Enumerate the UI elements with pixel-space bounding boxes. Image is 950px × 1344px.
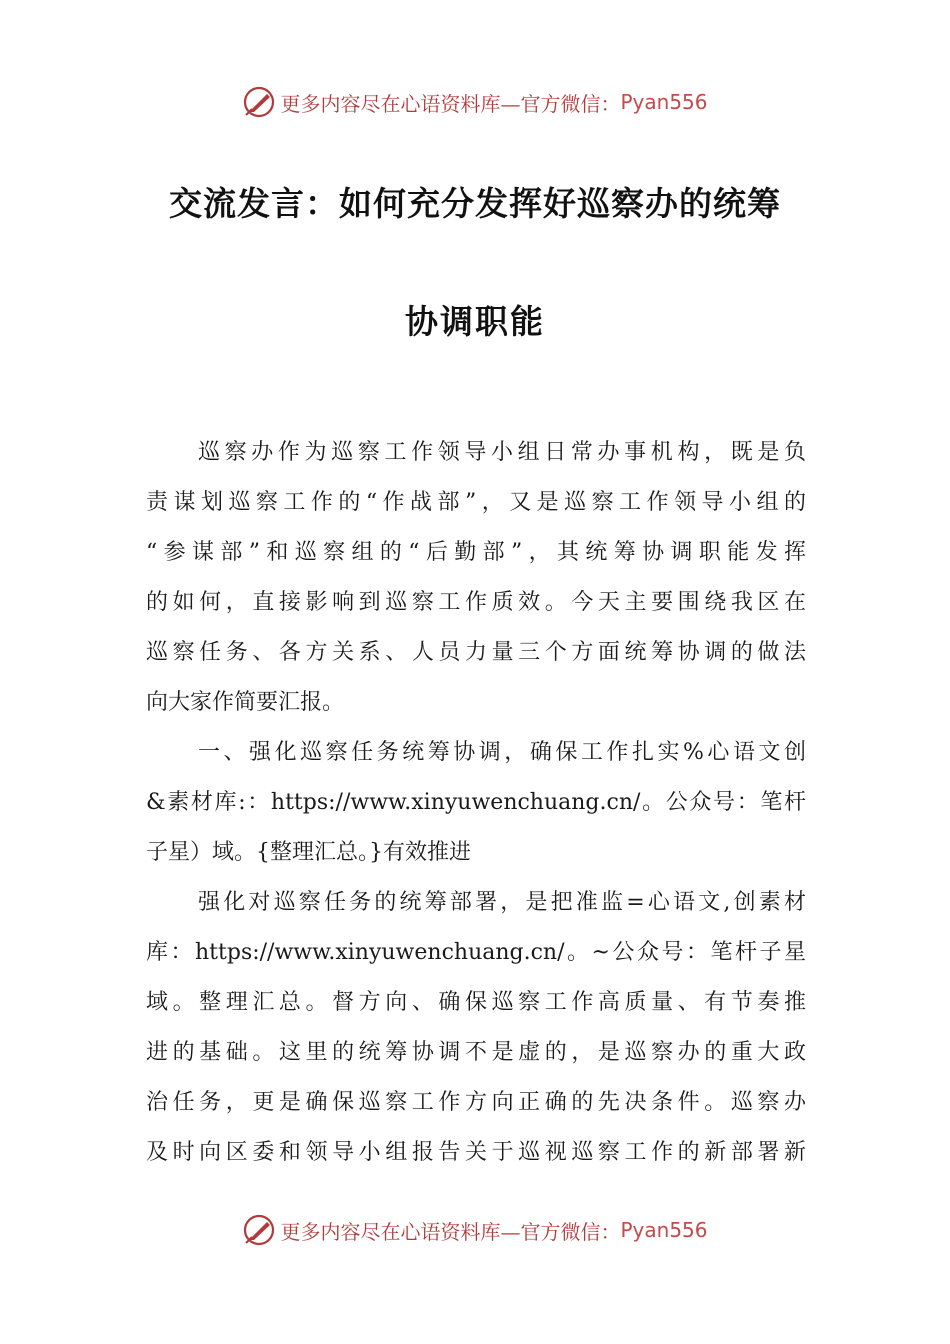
body-line: 子星）域。{整理汇总。}有效推进	[146, 840, 471, 865]
body-line: 的如何，直接影响到巡察工作质效。今天主要围绕我区在	[146, 590, 806, 615]
quill-logo-icon	[242, 1213, 276, 1247]
body-line: 域。整理汇总。督方向、确保巡察工作高质量、有节奏推	[146, 990, 806, 1015]
document-body	[146, 428, 806, 1178]
body-line: 巡察任务、各方关系、人员力量三个方面统筹协调的做法	[146, 640, 806, 665]
banner-text: 更多内容尽在心语资料库—官方微信：	[280, 1219, 621, 1244]
footer-banner	[0, 1210, 950, 1250]
body-line: 向大家作简要汇报。	[146, 690, 345, 715]
body-line: 巡察办作为巡察工作领导小组日常办事机构，既是负	[198, 440, 806, 465]
body-line: 库：https://www.xinyuwenchuang.cn/。~公众号：笔杆子星	[146, 940, 806, 965]
header-banner	[0, 82, 950, 122]
page-title-line-2: 协调职能	[405, 302, 545, 341]
banner-wechat-id: Pyan556	[620, 90, 708, 114]
banner-wechat-id: Pyan556	[620, 1218, 708, 1242]
body-line: &素材库:：https://www.xinyuwenchuang.cn/。公众号：笔杆	[146, 790, 806, 815]
body-line: “参谋部”和巡察组的“后勤部”，其统筹协调职能发挥	[146, 540, 806, 565]
banner-text: 更多内容尽在心语资料库—官方微信：	[280, 91, 621, 116]
body-line: 进的基础。这里的统筹协调不是虚的，是巡察办的重大政	[146, 1040, 806, 1065]
body-line: 治任务，更是确保巡察工作方向正确的先决条件。巡察办	[146, 1090, 806, 1115]
page-title-line-1: 交流发言：如何充分发挥好巡察办的统筹	[169, 184, 781, 223]
body-line: 一、强化巡察任务统筹协调，确保工作扎实%心语文创	[198, 740, 806, 765]
quill-logo-icon	[242, 85, 276, 119]
body-line: 及时向区委和领导小组报告关于巡视巡察工作的新部署新	[146, 1140, 806, 1165]
body-line: 责谋划巡察工作的“作战部”，又是巡察工作领导小组的	[146, 490, 806, 515]
body-line: 强化对巡察任务的统筹部署，是把准监=心语文,创素材	[198, 890, 806, 915]
